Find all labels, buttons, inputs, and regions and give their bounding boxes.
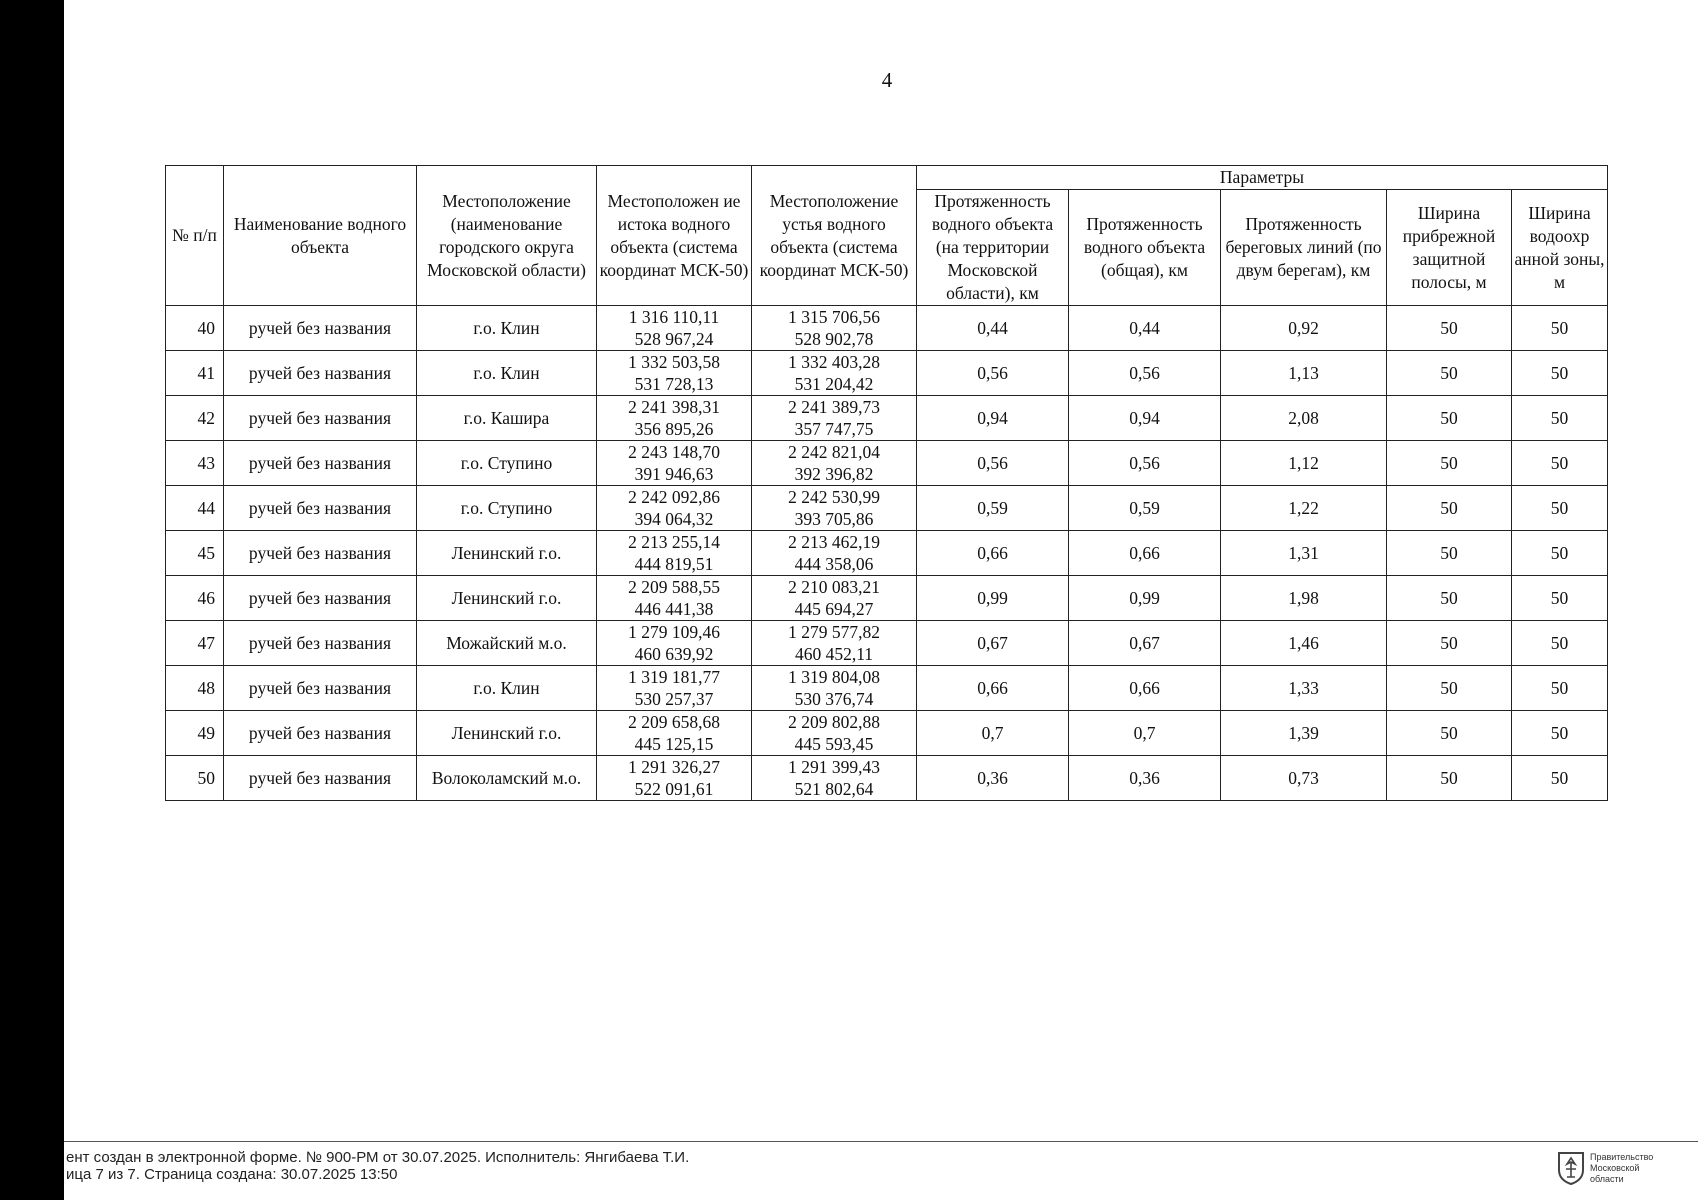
cell-name: ручей без названия	[224, 666, 417, 711]
coordinate-value: 392 396,82	[794, 464, 874, 484]
coordinate-value: 531 204,42	[794, 374, 874, 394]
cell-source-coordinates	[597, 666, 752, 711]
cell-location: г.о. Клин	[417, 306, 597, 351]
coordinate-value: 2 209 658,68	[628, 712, 720, 732]
coordinate-value: 530 376,74	[794, 689, 874, 709]
coordinate-value: 357 747,75	[794, 419, 874, 439]
coordinate-value: 2 209 588,55	[628, 577, 720, 597]
footer-document-info: ент создан в электронной форме. № 900-РМ от 30.07.2025. Исполнитель: Янгибаева Т.И.	[66, 1149, 690, 1166]
cell-length-mo: 0,36	[917, 756, 1069, 801]
cell-name: ручей без названия	[224, 486, 417, 531]
cell-length-total: 0,7	[1069, 711, 1221, 756]
cell-protection-zone: 50	[1512, 441, 1608, 486]
coordinate-value: 2 213 255,14	[628, 532, 720, 552]
cell-location: г.о. Клин	[417, 351, 597, 396]
cell-protection-zone: 50	[1512, 711, 1608, 756]
cell-length-total: 0,66	[1069, 666, 1221, 711]
coordinate-value: 1 279 577,82	[788, 622, 880, 642]
cell-source-coordinates	[597, 306, 752, 351]
coordinate-value: 2 242 092,86	[628, 487, 720, 507]
header-num: № п/п	[166, 166, 224, 306]
cell-length-total: 0,99	[1069, 576, 1221, 621]
cell-protection-zone: 50	[1512, 576, 1608, 621]
cell-protection-zone: 50	[1512, 621, 1608, 666]
cell-coastal-strip: 50	[1387, 756, 1512, 801]
cell-coastal-strip: 50	[1387, 306, 1512, 351]
coordinate-value: 2 242 530,99	[788, 487, 880, 507]
cell-length-total: 0,94	[1069, 396, 1221, 441]
coordinate-value: 2 209 802,88	[788, 712, 880, 732]
cell-mouth-coordinates	[752, 576, 917, 621]
cell-coastal-strip: 50	[1387, 351, 1512, 396]
coordinate-value: 2 242 821,04	[788, 442, 880, 462]
cell-coastal-strip: 50	[1387, 441, 1512, 486]
cell-num: 47	[166, 621, 224, 666]
table-row	[166, 621, 1608, 666]
cell-coastal-strip: 50	[1387, 396, 1512, 441]
coat-of-arms-icon	[1556, 1150, 1586, 1186]
cell-mouth-coordinates	[752, 306, 917, 351]
cell-coastal-strip: 50	[1387, 531, 1512, 576]
cell-location: Ленинский г.о.	[417, 531, 597, 576]
cell-num: 41	[166, 351, 224, 396]
cell-num: 43	[166, 441, 224, 486]
cell-num: 49	[166, 711, 224, 756]
cell-length-mo: 0,66	[917, 666, 1069, 711]
cell-source-coordinates	[597, 711, 752, 756]
table-row	[166, 666, 1608, 711]
header-row-1	[166, 166, 1608, 190]
cell-name: ручей без названия	[224, 351, 417, 396]
header-length-mo: Протяженность водного объекта (на территории Московской области), км	[917, 190, 1069, 306]
cell-location: г.о. Кашира	[417, 396, 597, 441]
cell-length-total: 0,36	[1069, 756, 1221, 801]
cell-protection-zone: 50	[1512, 666, 1608, 711]
coordinate-value: 522 091,61	[634, 779, 714, 799]
cell-coastal-strip: 50	[1387, 711, 1512, 756]
coordinate-value: 1 316 110,11	[628, 307, 720, 327]
coordinate-value: 460 639,92	[634, 644, 714, 664]
cell-shore-length: 1,22	[1221, 486, 1387, 531]
cell-coastal-strip: 50	[1387, 621, 1512, 666]
cell-shore-length: 1,12	[1221, 441, 1387, 486]
cell-shore-length: 2,08	[1221, 396, 1387, 441]
scan-left-border	[0, 0, 64, 1200]
coordinate-value: 2 213 462,19	[788, 532, 880, 552]
cell-shore-length: 1,33	[1221, 666, 1387, 711]
coordinate-value: 528 902,78	[794, 329, 874, 349]
cell-protection-zone: 50	[1512, 756, 1608, 801]
footer-page-info: ица 7 из 7. Страница создана: 30.07.2025 13:50	[66, 1166, 398, 1183]
coordinate-value: 2 210 083,21	[788, 577, 880, 597]
header-location: Местоположение (наименование городского округа Московской области)	[417, 166, 597, 306]
table-row	[166, 531, 1608, 576]
cell-protection-zone: 50	[1512, 306, 1608, 351]
cell-source-coordinates	[597, 576, 752, 621]
coordinate-value: 1 279 109,46	[628, 622, 720, 642]
cell-length-total: 0,67	[1069, 621, 1221, 666]
cell-num: 48	[166, 666, 224, 711]
coordinate-value: 445 694,27	[794, 599, 874, 619]
coordinate-value: 391 946,63	[634, 464, 714, 484]
table-row	[166, 711, 1608, 756]
coordinate-value: 1 291 399,43	[788, 757, 880, 777]
cell-num: 45	[166, 531, 224, 576]
cell-name: ручей без названия	[224, 441, 417, 486]
cell-source-coordinates	[597, 396, 752, 441]
cell-source-coordinates	[597, 351, 752, 396]
cell-shore-length: 1,39	[1221, 711, 1387, 756]
cell-location: г.о. Клин	[417, 666, 597, 711]
cell-length-mo: 0,67	[917, 621, 1069, 666]
cell-num: 44	[166, 486, 224, 531]
table-row	[166, 306, 1608, 351]
table-row	[166, 351, 1608, 396]
coordinate-value: 1 332 503,58	[628, 352, 720, 372]
coordinate-value: 356 895,26	[634, 419, 714, 439]
header-protection-zone: Ширина водоохр анной зоны, м	[1512, 190, 1608, 306]
cell-shore-length: 0,92	[1221, 306, 1387, 351]
cell-coastal-strip: 50	[1387, 486, 1512, 531]
cell-name: ручей без названия	[224, 306, 417, 351]
cell-location: г.о. Ступино	[417, 441, 597, 486]
table-body	[166, 306, 1608, 801]
cell-protection-zone: 50	[1512, 486, 1608, 531]
coordinate-value: 531 728,13	[634, 374, 714, 394]
table-row	[166, 486, 1608, 531]
cell-name: ручей без названия	[224, 576, 417, 621]
cell-protection-zone: 50	[1512, 531, 1608, 576]
cell-source-coordinates	[597, 621, 752, 666]
water-objects-table	[165, 165, 1608, 801]
cell-num: 40	[166, 306, 224, 351]
cell-length-total: 0,44	[1069, 306, 1221, 351]
cell-length-mo: 0,7	[917, 711, 1069, 756]
cell-name: ручей без названия	[224, 756, 417, 801]
coordinate-value: 1 291 326,27	[628, 757, 720, 777]
cell-mouth-coordinates	[752, 621, 917, 666]
cell-mouth-coordinates	[752, 531, 917, 576]
cell-location: Можайский м.о.	[417, 621, 597, 666]
coordinate-value: 2 241 389,73	[788, 397, 880, 417]
cell-length-mo: 0,44	[917, 306, 1069, 351]
cell-shore-length: 1,98	[1221, 576, 1387, 621]
coordinate-value: 1 319 181,77	[628, 667, 720, 687]
cell-num: 42	[166, 396, 224, 441]
header-name: Наименование водного объекта	[224, 166, 417, 306]
cell-shore-length: 1,46	[1221, 621, 1387, 666]
header-source: Местоположен ие истока водного объекта (система координат МСК-50)	[597, 166, 752, 306]
cell-name: ручей без названия	[224, 396, 417, 441]
cell-mouth-coordinates	[752, 441, 917, 486]
coordinate-value: 530 257,37	[634, 689, 714, 709]
coordinate-value: 393 705,86	[794, 509, 874, 529]
header-shore-length: Протяженность береговых линий (по двум берегам), км	[1221, 190, 1387, 306]
coordinate-value: 394 064,32	[634, 509, 714, 529]
cell-protection-zone: 50	[1512, 396, 1608, 441]
cell-mouth-coordinates	[752, 666, 917, 711]
government-logo-text: Правительство Московской области	[1590, 1151, 1654, 1184]
cell-name: ручей без названия	[224, 531, 417, 576]
cell-length-mo: 0,56	[917, 441, 1069, 486]
cell-length-mo: 0,59	[917, 486, 1069, 531]
header-length-total: Протяженность водного объекта (общая), км	[1069, 190, 1221, 306]
coordinate-value: 2 241 398,31	[628, 397, 720, 417]
cell-location: Волоколамский м.о.	[417, 756, 597, 801]
header-coastal-strip: Ширина прибрежной защитной полосы, м	[1387, 190, 1512, 306]
cell-source-coordinates	[597, 531, 752, 576]
government-logo	[1556, 1150, 1670, 1186]
coordinate-value: 1 332 403,28	[788, 352, 880, 372]
footer-divider	[64, 1141, 1698, 1142]
cell-source-coordinates	[597, 486, 752, 531]
cell-shore-length: 1,13	[1221, 351, 1387, 396]
coordinate-value: 445 125,15	[634, 734, 714, 754]
coordinate-value: 444 819,51	[634, 554, 714, 574]
coordinate-value: 528 967,24	[634, 329, 714, 349]
coordinate-value: 445 593,45	[794, 734, 874, 754]
cell-length-mo: 0,94	[917, 396, 1069, 441]
cell-protection-zone: 50	[1512, 351, 1608, 396]
cell-num: 46	[166, 576, 224, 621]
cell-mouth-coordinates	[752, 711, 917, 756]
cell-source-coordinates	[597, 756, 752, 801]
cell-name: ручей без названия	[224, 711, 417, 756]
cell-length-total: 0,56	[1069, 351, 1221, 396]
cell-location: Ленинский г.о.	[417, 711, 597, 756]
cell-length-total: 0,59	[1069, 486, 1221, 531]
cell-length-total: 0,66	[1069, 531, 1221, 576]
header-params: Параметры	[917, 166, 1608, 190]
table-row	[166, 756, 1608, 801]
coordinate-value: 446 441,38	[634, 599, 714, 619]
cell-mouth-coordinates	[752, 756, 917, 801]
cell-mouth-coordinates	[752, 486, 917, 531]
coordinate-value: 444 358,06	[794, 554, 874, 574]
cell-mouth-coordinates	[752, 351, 917, 396]
header-mouth: Местоположение устья водного объекта (система координат МСК-50)	[752, 166, 917, 306]
coordinate-value: 2 243 148,70	[628, 442, 720, 462]
cell-coastal-strip: 50	[1387, 666, 1512, 711]
cell-shore-length: 1,31	[1221, 531, 1387, 576]
table-row	[166, 441, 1608, 486]
cell-location: Ленинский г.о.	[417, 576, 597, 621]
cell-length-mo: 0,56	[917, 351, 1069, 396]
page-number: 4	[881, 68, 893, 92]
cell-name: ручей без названия	[224, 621, 417, 666]
cell-coastal-strip: 50	[1387, 576, 1512, 621]
cell-shore-length: 0,73	[1221, 756, 1387, 801]
cell-length-mo: 0,99	[917, 576, 1069, 621]
table-row	[166, 576, 1608, 621]
cell-location: г.о. Ступино	[417, 486, 597, 531]
table-row	[166, 396, 1608, 441]
cell-source-coordinates	[597, 441, 752, 486]
coordinate-value: 460 452,11	[794, 644, 874, 664]
coordinate-value: 1 315 706,56	[788, 307, 880, 327]
coordinate-value: 1 319 804,08	[788, 667, 880, 687]
cell-length-mo: 0,66	[917, 531, 1069, 576]
cell-num: 50	[166, 756, 224, 801]
cell-mouth-coordinates	[752, 396, 917, 441]
cell-length-total: 0,56	[1069, 441, 1221, 486]
coordinate-value: 521 802,64	[794, 779, 874, 799]
